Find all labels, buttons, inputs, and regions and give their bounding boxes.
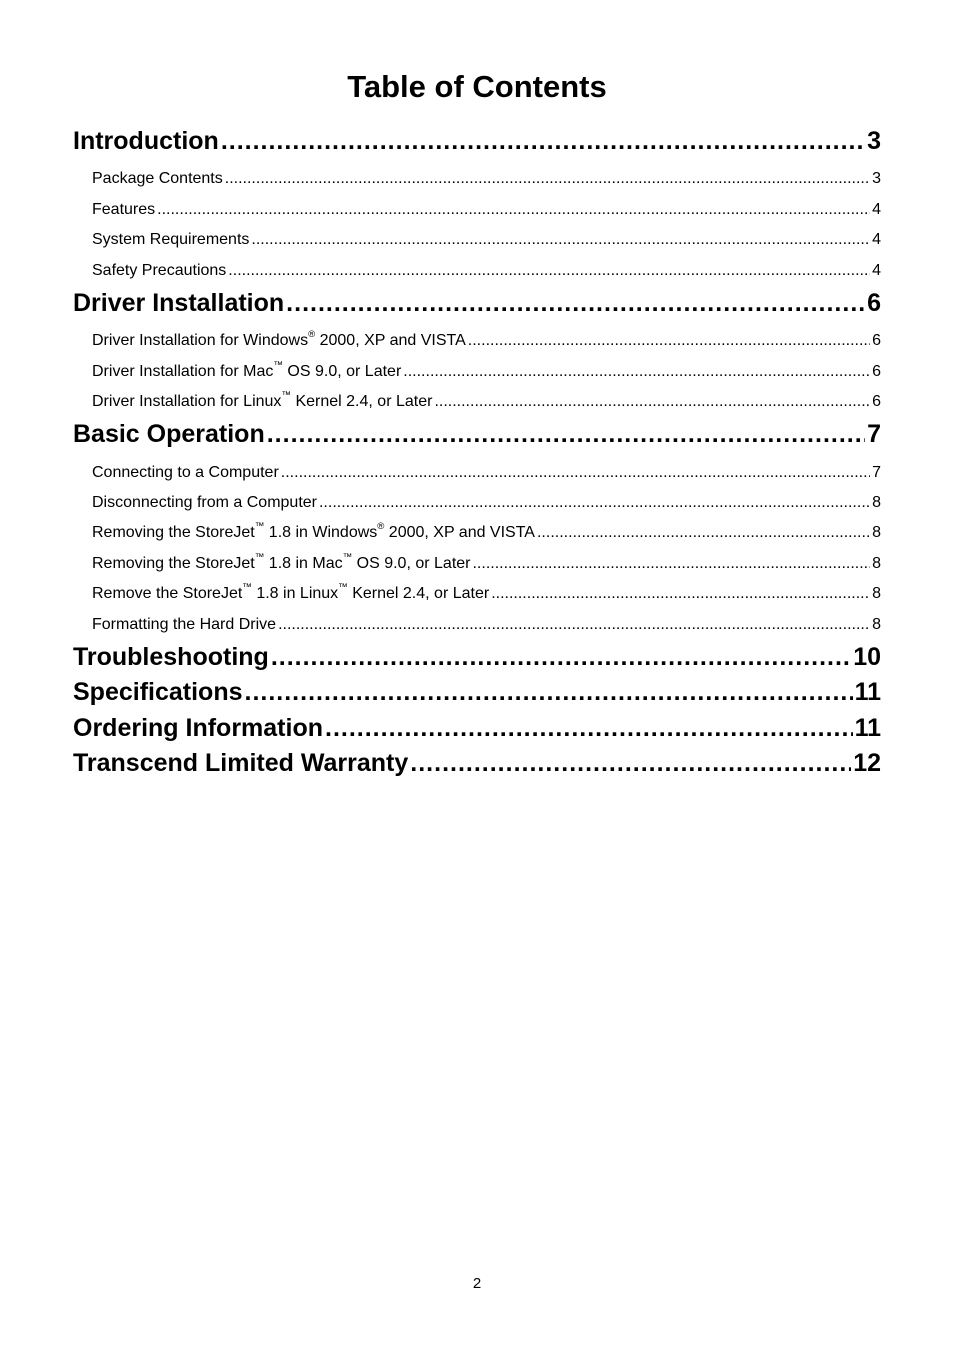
toc-entry-text: 2000, XP and VISTA [315, 332, 466, 349]
dot-leader [410, 746, 851, 780]
toc-entry-label [92, 522, 535, 544]
toc-entry-label [73, 746, 408, 780]
toc-subsection-entry[interactable] [92, 199, 881, 221]
trademark-symbol: ™ [242, 583, 252, 594]
toc-entry-text: Kernel 2.4, or Later [291, 393, 433, 410]
toc-subsection-entry[interactable] [92, 462, 881, 484]
toc-page-number: 6 [867, 289, 881, 317]
dot-leader [281, 462, 870, 484]
toc-entry-text: Formatting the Hard Drive [92, 616, 277, 633]
toc-page-number: 8 [872, 494, 881, 511]
toc-entry-text: Ordering Information [73, 714, 323, 742]
toc-subsection-entry[interactable] [92, 614, 881, 636]
toc-page-number: 7 [872, 464, 881, 481]
toc-entry-text: Safety Precautions [92, 262, 227, 279]
dot-leader [228, 260, 870, 282]
dot-leader [403, 361, 870, 383]
toc-entry-text: 2000, XP and VISTA [384, 524, 535, 541]
toc-entry-text: Features [92, 201, 156, 218]
dot-leader [319, 492, 870, 514]
toc-entry-text: Driver Installation for Mac [92, 363, 274, 380]
toc-entry-text: Disconnecting from a Computer [92, 494, 317, 511]
toc-page-number: 6 [872, 363, 881, 380]
toc-entry-text: Remove the StoreJet [92, 585, 243, 602]
toc-entry-text: OS 9.0, or Later [282, 363, 402, 380]
toc-entry-text: Troubleshooting [73, 643, 269, 671]
toc-page-number: 7 [867, 420, 881, 448]
toc-entry-text: 1.8 in Windows [264, 524, 378, 541]
toc-entry-label [92, 168, 223, 190]
toc-page-number: 10 [853, 643, 881, 671]
dot-leader [157, 199, 870, 221]
toc-subsection-entry[interactable] [92, 361, 881, 383]
toc-entry-text: Driver Installation [73, 289, 285, 317]
dot-leader [267, 417, 865, 451]
toc-subsection-entry[interactable] [92, 168, 881, 190]
toc-entry-label [73, 124, 219, 158]
toc-entry-text: Package Contents [92, 170, 223, 187]
dot-leader [537, 522, 870, 544]
dot-leader [251, 229, 870, 251]
toc-entry-label [92, 260, 226, 282]
toc-page-number: 4 [872, 201, 881, 218]
toc-subsection-entry[interactable] [92, 583, 881, 605]
page-title: Table of Contents [347, 69, 607, 104]
dot-leader [468, 330, 870, 352]
trademark-symbol: ™ [254, 522, 265, 533]
toc-page-number: 3 [872, 170, 881, 187]
toc-page-number: 8 [872, 616, 881, 633]
dot-leader [286, 286, 865, 320]
toc-entry-label [92, 229, 249, 251]
toc-section-entry[interactable] [73, 417, 881, 451]
toc-entry-text: Driver Installation for Linux [92, 393, 282, 410]
toc-page-number: 8 [872, 555, 881, 572]
toc-entry-label [73, 675, 243, 709]
toc-section-entry[interactable] [73, 746, 881, 780]
dot-leader [278, 614, 870, 636]
dot-leader [245, 675, 853, 709]
toc-entry-text: Specifications [73, 678, 243, 706]
toc-entry-label [92, 583, 489, 605]
dot-leader [271, 640, 851, 674]
toc-section-entry[interactable] [73, 124, 881, 158]
toc-page-number: 3 [867, 127, 881, 155]
toc-entry-text: 1.8 in Mac [264, 555, 343, 572]
toc-entry-text: 1.8 in Linux [251, 585, 339, 602]
toc-entry-text: System Requirements [92, 231, 250, 248]
toc-subsection-entry[interactable] [92, 229, 881, 251]
toc-entry-text: Kernel 2.4, or Later [347, 585, 490, 602]
dot-leader [491, 583, 870, 605]
toc-page-number: 4 [872, 231, 881, 248]
toc-entry-text: Driver Installation for Windows [92, 332, 309, 349]
toc-subsection-entry[interactable] [92, 492, 881, 514]
toc-page-number: 8 [872, 585, 881, 602]
toc-subsection-entry[interactable] [92, 522, 881, 544]
toc-page-number: 4 [872, 262, 881, 279]
toc-entry-label [92, 553, 470, 575]
toc-entry-text: Removing the StoreJet [92, 524, 255, 541]
toc-entry-label [73, 711, 323, 745]
trademark-symbol: ™ [338, 583, 348, 594]
toc-entry-text: Connecting to a Computer [92, 464, 279, 481]
toc-entry-label [73, 640, 269, 674]
toc-subsection-entry[interactable] [92, 260, 881, 282]
toc-entry-label [92, 330, 466, 352]
toc-entry-label [92, 492, 317, 514]
toc-entry-label [92, 462, 279, 484]
toc-entry-label [92, 391, 432, 413]
trademark-symbol: ™ [254, 553, 265, 564]
toc-entry-text: Introduction [73, 127, 219, 155]
trademark-symbol: ® [308, 330, 316, 341]
dot-leader [434, 391, 870, 413]
trademark-symbol: ™ [273, 361, 283, 372]
toc-page-number: 11 [854, 714, 881, 742]
toc-section-entry[interactable] [73, 640, 881, 674]
toc-entry-text: Transcend Limited Warranty [73, 749, 409, 777]
page-number: 2 [472, 1275, 482, 1292]
toc-entry-label [92, 199, 155, 221]
toc-subsection-entry[interactable] [92, 330, 881, 352]
trademark-symbol: ™ [342, 553, 353, 564]
toc-section-entry[interactable] [73, 286, 881, 320]
toc-entry-label [92, 361, 401, 383]
toc-subsection-entry[interactable] [92, 391, 881, 413]
toc-page-number: 6 [872, 332, 881, 349]
toc-subsection-entry[interactable] [92, 553, 881, 575]
toc-section-entry[interactable] [73, 675, 881, 709]
dot-leader [221, 124, 865, 158]
toc-entry-text: OS 9.0, or Later [352, 555, 471, 572]
dot-leader [225, 168, 870, 190]
dot-leader [325, 711, 853, 745]
trademark-symbol: ® [377, 522, 385, 533]
toc-entry-label [73, 417, 265, 451]
toc-page-number: 11 [854, 678, 881, 706]
toc-page-number: 8 [872, 524, 881, 541]
toc-entry-text: Basic Operation [73, 420, 265, 448]
toc-entry-label [73, 286, 284, 320]
toc-page-number: 12 [853, 749, 881, 777]
dot-leader [472, 553, 870, 575]
toc-entry-text: Removing the StoreJet [92, 555, 255, 572]
toc-entry-label [92, 614, 276, 636]
toc-page-number: 6 [872, 393, 881, 410]
trademark-symbol: ™ [281, 391, 292, 402]
toc-section-entry[interactable] [73, 711, 881, 745]
